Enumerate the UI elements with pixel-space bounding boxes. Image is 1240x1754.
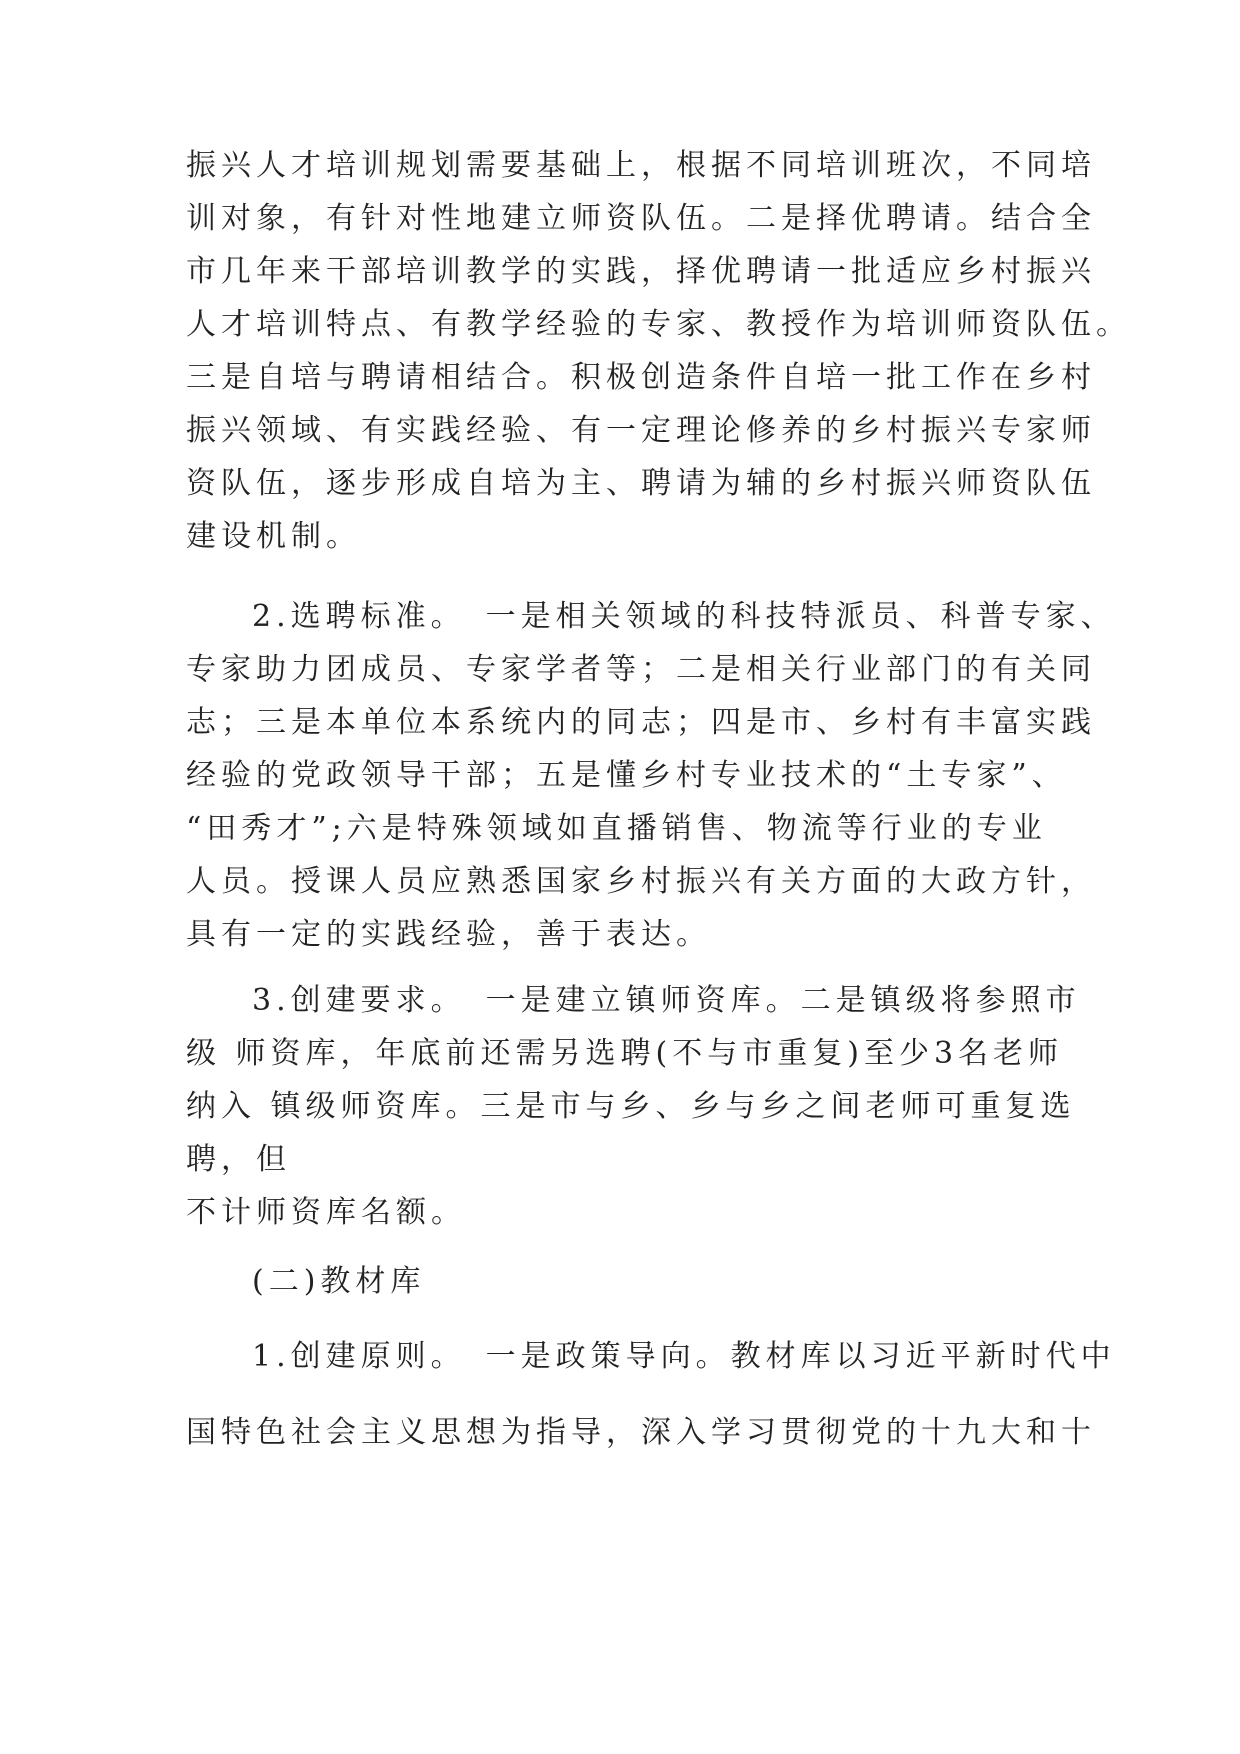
body-text-line: 振兴人才培训规划需要基础上，根据不同培训班次，不同培: [186, 148, 1096, 183]
body-text-line: 具有一定的实践经验，善于表达。: [186, 917, 711, 952]
section-item-creation-principles: 1.创建原则。 一是政策导向。教材库以习近平新时代中: [252, 1339, 1116, 1374]
body-text-line: 人员。授课人员应熟悉国家乡村振兴有关方面的大政方针，: [186, 864, 1096, 899]
section-item-selection-criteria: 2.选聘标准。 一是相关领域的科技特派员、科普专家、: [252, 599, 1116, 634]
body-text-line: 建设机制。: [186, 519, 361, 554]
body-text-line: 资队伍，逐步形成自培为主、聘请为辅的乡村振兴师资队伍: [186, 466, 1096, 501]
section-heading-textbook-library: (二)教材库: [252, 1264, 426, 1299]
body-text-line: 聘，但: [186, 1142, 291, 1177]
body-text-line: 三是自培与聘请相结合。积极创造条件自培一批工作在乡村: [186, 360, 1096, 395]
body-text-line: 专家助力团成员、专家学者等；二是相关行业部门的有关同: [186, 652, 1096, 687]
body-text-line: 振兴领域、有实践经验、有一定理论修养的乡村振兴专家师: [186, 413, 1096, 448]
body-text-line: 不计师资库名额。: [186, 1195, 466, 1230]
body-text-line: 国特色社会主义思想为指导，深入学习贯彻党的十九大和十: [186, 1415, 1096, 1450]
body-text-line: 训对象，有针对性地建立师资队伍。二是择优聘请。结合全: [186, 201, 1096, 236]
body-text-line: 市几年来干部培训教学的实践，择优聘请一批适应乡村振兴: [186, 254, 1096, 289]
body-text-line: 级 师资库，年底前还需另选聘(不与市重复)至少3名老师: [186, 1036, 1064, 1071]
body-text-line: “田秀才”;六是特殊领域如直播销售、物流等行业的专业: [186, 811, 1047, 846]
body-text-line: 志；三是本单位本系统内的同志；四是市、乡村有丰富实践: [186, 705, 1096, 740]
body-text-line: 人才培训特点、有教学经验的专家、教授作为培训师资队伍。: [186, 307, 1131, 342]
body-text-line: 经验的党政领导干部；五是懂乡村专业技术的“土专家”、: [186, 758, 1067, 793]
section-item-creation-requirements: 3.创建要求。 一是建立镇师资库。二是镇级将参照市: [252, 983, 1081, 1018]
body-text-line: 纳入 镇级师资库。三是市与乡、乡与乡之间老师可重复选: [186, 1089, 1076, 1124]
